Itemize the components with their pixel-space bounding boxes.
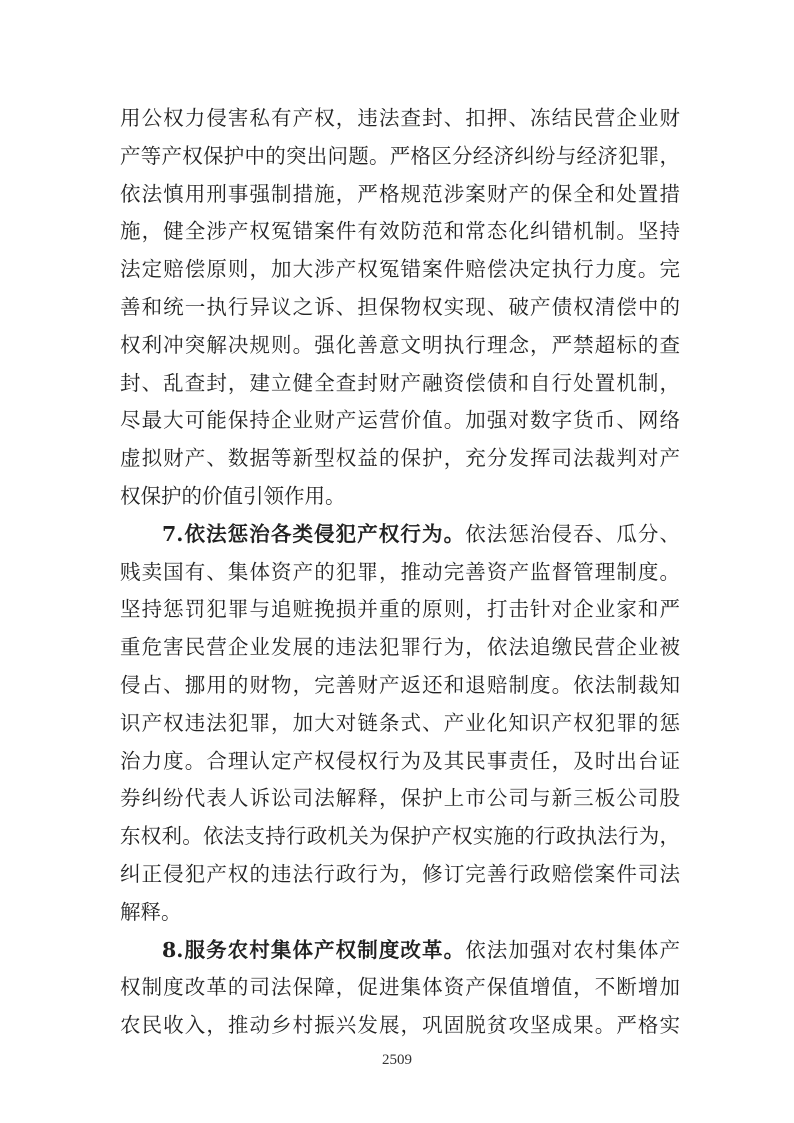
section-heading-line — [120, 516, 680, 554]
text-line — [120, 667, 680, 705]
line-text: 治力度。合理认定产权侵权行为及其民事责任，及时出台证 — [120, 748, 680, 773]
line-text: 依法加强对农村集体产 — [465, 937, 680, 962]
text-line — [120, 440, 680, 478]
line-text: 善和统一执行异议之诉、担保物权实现、破产债权清偿中的 — [120, 294, 680, 319]
text-line — [120, 705, 680, 743]
line-text: 解释。 — [120, 899, 182, 924]
text-line — [120, 176, 680, 214]
text-line — [120, 327, 680, 365]
line-text: 农民收入，推动乡村振兴发展，巩固脱贫攻坚成果。严格实 — [120, 1013, 680, 1038]
text-line — [120, 894, 680, 932]
section-heading: 8.服务农村集体产权制度改革。 — [162, 937, 466, 962]
text-line — [120, 856, 680, 894]
line-text: 依法慎用刑事强制措施，严格规范涉案财产的保全和处置措 — [120, 181, 680, 206]
line-text: 权利冲突解决规则。强化善意文明执行理念，严禁超标的查 — [120, 332, 680, 357]
text-line — [120, 213, 680, 251]
text-line — [120, 402, 680, 440]
line-text: 权保护的价值引领作用。 — [120, 483, 346, 508]
line-text: 依法惩治侵吞、瓜分、 — [465, 521, 680, 546]
text-line — [120, 780, 680, 818]
line-text: 法定赔偿原则，加大涉产权冤错案件赔偿决定执行力度。完 — [120, 257, 680, 282]
line-text: 坚持惩罚犯罪与追赃挽损并重的原则，打击针对企业家和严 — [120, 597, 680, 622]
line-text: 产等产权保护中的突出问题。严格区分经济纠纷与经济犯罪， — [120, 143, 680, 168]
line-text: 施，健全涉产权冤错案件有效防范和常态化纠错机制。坚持 — [120, 219, 680, 244]
line-text: 纠正侵犯产权的违法行政行为，修订完善行政赔偿案件司法 — [120, 861, 680, 886]
line-text: 权制度改革的司法保障，促进集体资产保值增值，不断增加 — [120, 975, 680, 1000]
text-line — [120, 289, 680, 327]
text-line — [120, 138, 680, 176]
line-text: 识产权违法犯罪，加大对链条式、产业化知识产权犯罪的惩 — [120, 710, 680, 735]
text-line — [120, 969, 680, 1007]
text-line — [120, 818, 680, 856]
line-text: 券纠纷代表人诉讼司法解释，保护上市公司与新三板公司股 — [120, 786, 680, 811]
text-line — [120, 743, 680, 781]
line-text: 重危害民营企业发展的违法犯罪行为，依法追缴民营企业被 — [120, 635, 680, 660]
text-line — [120, 591, 680, 629]
text-line — [120, 365, 680, 403]
text-line — [120, 554, 680, 592]
line-text: 东权利。依法支持行政机关为保护产权实施的行政执法行为， — [120, 824, 680, 849]
text-line — [120, 100, 680, 138]
line-text: 尽最大可能保持企业财产运营价值。加强对数字货币、网络 — [120, 408, 680, 433]
line-text: 虚拟财产、数据等新型权益的保护，充分发挥司法裁判对产 — [120, 446, 680, 471]
text-line — [120, 478, 680, 516]
body-text — [120, 100, 680, 1045]
line-text: 用公权力侵害私有产权，违法查封、扣押、冻结民营企业财 — [120, 106, 680, 130]
line-text: 封、乱查封，建立健全查封财产融资偿债和自行处置机制， — [120, 370, 680, 395]
text-line — [120, 1007, 680, 1045]
page-number: 2509 — [382, 1052, 412, 1068]
section-heading: 7.依法惩治各类侵犯产权行为。 — [162, 521, 466, 546]
section-heading-line — [120, 932, 680, 970]
line-text: 贱卖国有、集体资产的犯罪，推动完善资产监督管理制度。 — [120, 559, 680, 584]
text-line — [120, 251, 680, 289]
text-line — [120, 629, 680, 667]
line-text: 侵占、挪用的财物，完善财产返还和退赔制度。依法制裁知 — [120, 672, 680, 697]
